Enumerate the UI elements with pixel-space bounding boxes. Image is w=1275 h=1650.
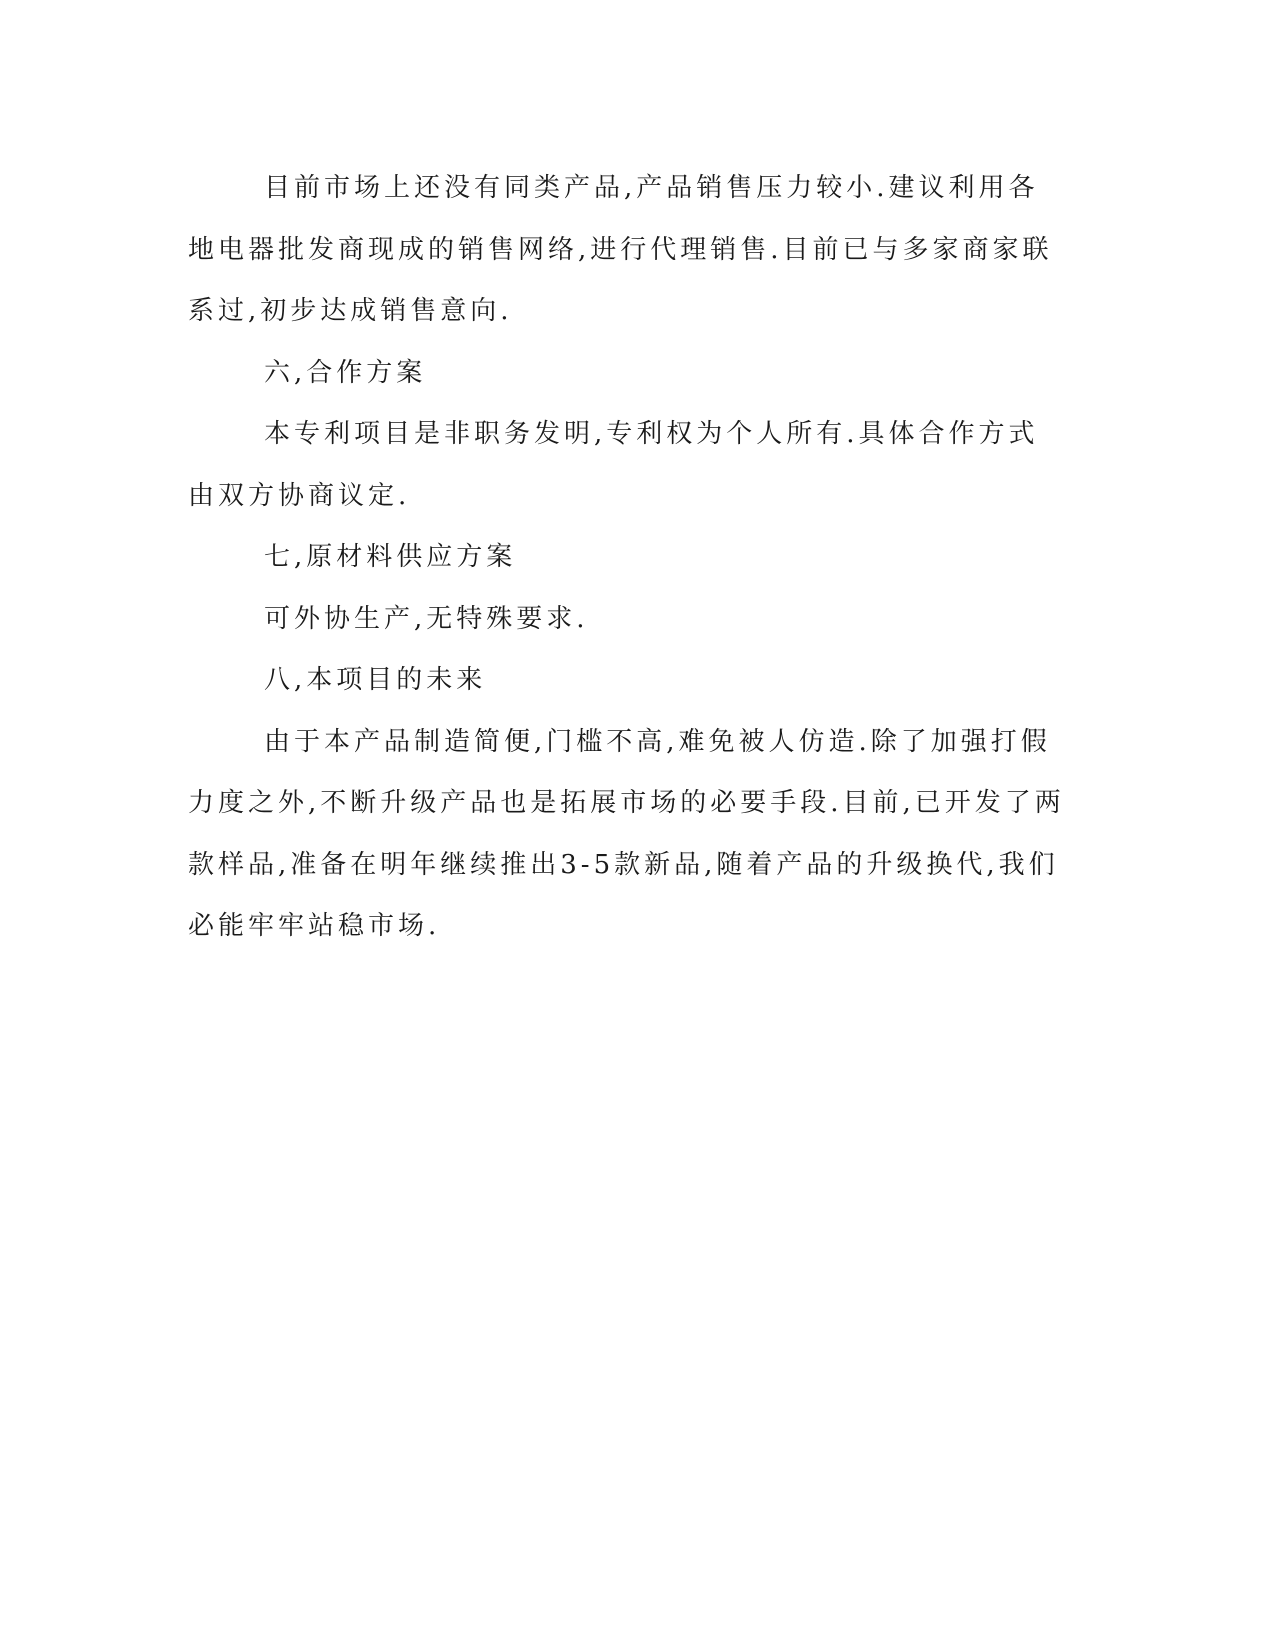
document-body [188, 158, 1068, 958]
paragraph-cooperation: 本专利项目是非职务发明,专利权为个人所有.具体合作方式由双方协商议定. [188, 419, 1039, 511]
section-heading-cooperation: 六,合作方案 [264, 357, 427, 388]
section-heading-materials: 七,原材料供应方案 [264, 542, 517, 572]
section-heading-future: 八,本项目的未来 [264, 665, 487, 695]
paragraph-materials: 可外协生产,无特殊要求. [264, 603, 589, 634]
paragraph-future: 由于本产品制造简便,门槛不高,难免被人仿造.除了加强打假力度之外,不断升级产品也是拓展市场的必要手段.目前,已开发了两款样品,准备在明年继续推出3-5款新品,随着产品的升级换代,我们必能牢牢站稳市场. [188, 726, 1065, 941]
paragraph-sales-plan: 目前市场上还没有同类产品,产品销售压力较小.建议利用各地电器批发商现成的销售网络,进行代理销售.目前已与多家商家联系过,初步达成销售意向. [188, 173, 1053, 326]
